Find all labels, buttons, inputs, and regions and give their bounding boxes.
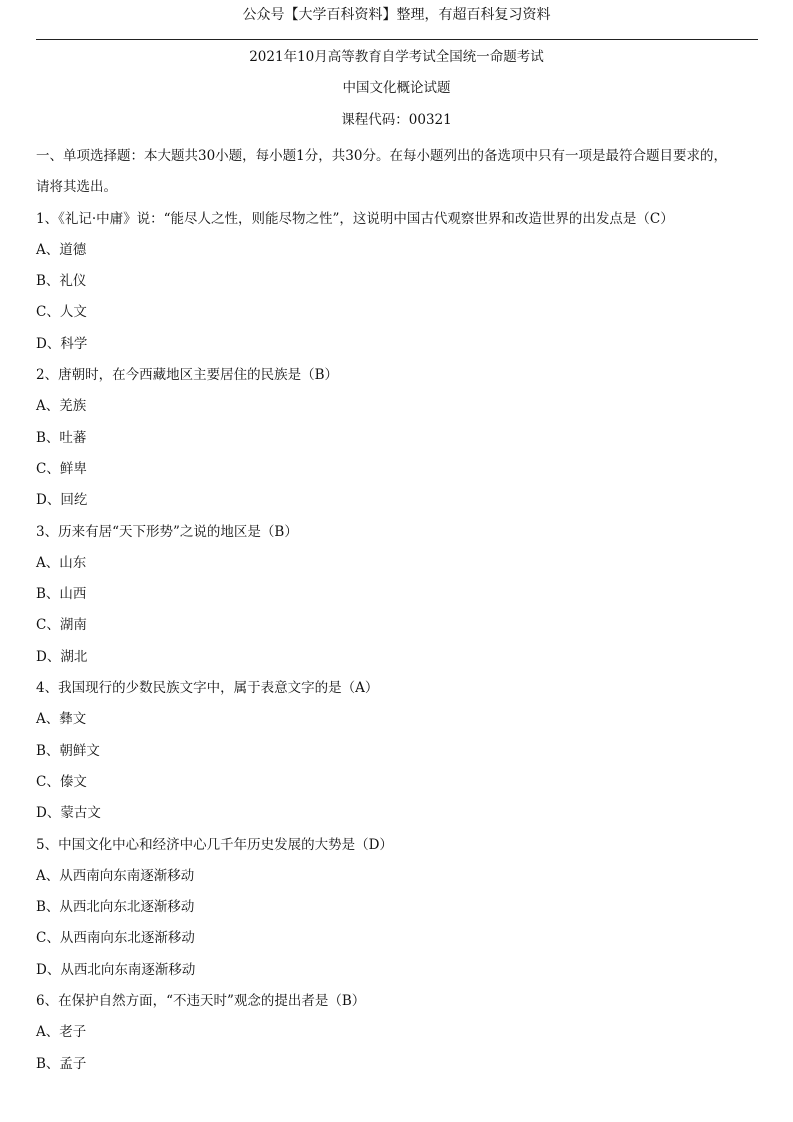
answer-option: C、鲜卑 bbox=[36, 460, 87, 477]
question-stem: 2、唐朝时，在今西藏地区主要居住的民族是（B） bbox=[36, 367, 339, 384]
question-stem: 5、中国文化中心和经济中心几千年历史发展的大势是（D） bbox=[36, 836, 393, 853]
questions bbox=[36, 204, 761, 1080]
answer-option: B、礼仪 bbox=[36, 273, 87, 290]
section-intro: 一、单项选择题：本大题共30小题，每小题1分，共30分。在每小题列出的备选项中只有一项是最符合题目要求的， bbox=[36, 148, 727, 164]
answer-option: D、湖北 bbox=[36, 648, 88, 665]
header-banner: 公众号【大学百科资料】整理，有超百科复习资料 bbox=[242, 7, 551, 23]
answer-option: D、从西北向东南逐渐移动 bbox=[36, 961, 196, 978]
header-divider bbox=[36, 39, 758, 40]
answer-option: A、羌族 bbox=[36, 398, 87, 415]
answer-option: B、孟子 bbox=[36, 1055, 87, 1072]
answer-option: C、傣文 bbox=[36, 773, 87, 790]
exam-subject: 中国文化概论试题 bbox=[342, 80, 451, 96]
question-list bbox=[36, 141, 761, 1080]
question-stem: 6、在保护自然方面，“不违天时”观念的提出者是（B） bbox=[36, 993, 366, 1010]
question-stem: 1、《礼记·中庸》说：“能尽人之性，则能尽物之性”，这说明中国古代观察世界和改造世界的出发点是（C） bbox=[36, 210, 674, 227]
answer-option: C、人文 bbox=[36, 304, 87, 321]
answer-option: B、朝鲜文 bbox=[36, 742, 100, 759]
question-stem: 3、历来有居“天下形势”之说的地区是（B） bbox=[36, 523, 298, 540]
answer-option: A、从西南向东南逐渐移动 bbox=[36, 867, 195, 884]
answer-option: B、吐蕃 bbox=[36, 429, 87, 446]
answer-option: A、老子 bbox=[36, 1024, 87, 1041]
answer-option: D、回纥 bbox=[36, 492, 88, 509]
course-code: 课程代码：00321 bbox=[341, 112, 452, 128]
answer-option: A、彝文 bbox=[36, 711, 87, 728]
answer-option: A、山东 bbox=[36, 554, 87, 571]
answer-option: B、从西北向东北逐渐移动 bbox=[36, 899, 195, 916]
section-intro-cont: 请将其选出。 bbox=[36, 179, 117, 196]
answer-option: D、科学 bbox=[36, 335, 88, 352]
answer-option: D、蒙古文 bbox=[36, 805, 101, 822]
answer-option: A、道德 bbox=[36, 241, 87, 258]
question-stem: 4、我国现行的少数民族文字中，属于表意文字的是（A） bbox=[36, 680, 379, 697]
exam-title: 2021年10月高等教育自学考试全国统一命题考试 bbox=[249, 49, 544, 65]
answer-option: C、湖南 bbox=[36, 617, 87, 634]
answer-option: C、从西南向东北逐渐移动 bbox=[36, 930, 195, 947]
answer-option: B、山西 bbox=[36, 586, 87, 603]
